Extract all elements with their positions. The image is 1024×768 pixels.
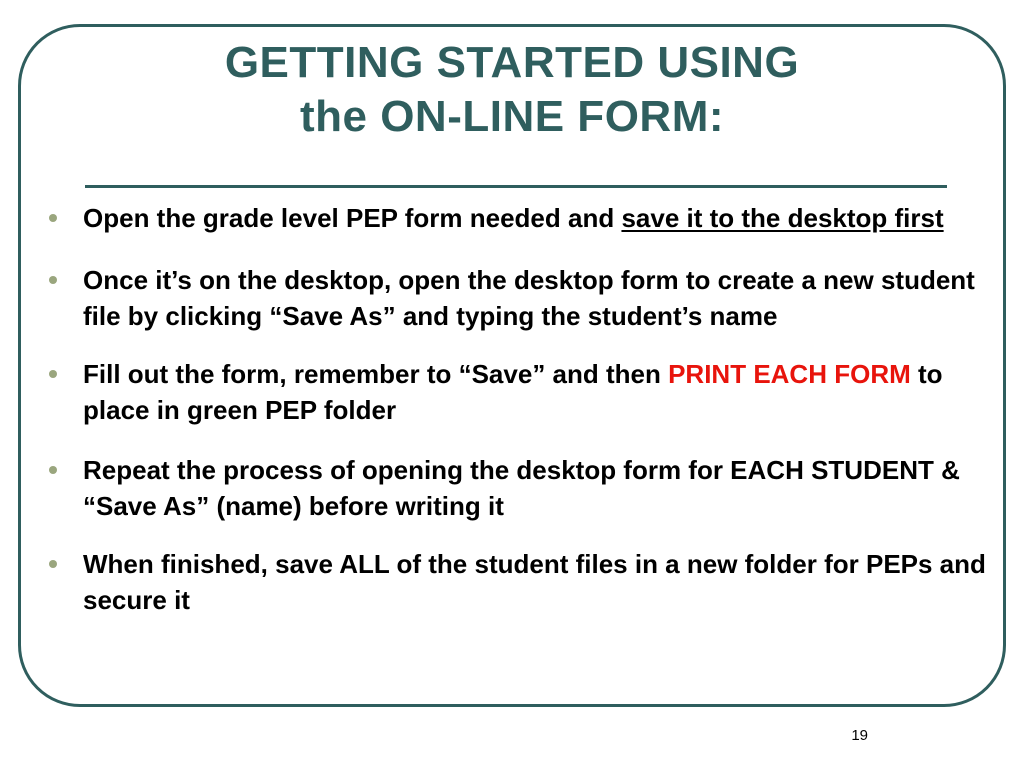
bullet-text: Open the grade level PEP form needed and [83,203,622,233]
bullet-item-save-as [40,262,1008,334]
bullet-text: Fill out the form, remember to “Save” and then [83,359,669,389]
bullet-dot-icon [49,466,57,474]
bullet-text: to place in green PEP folder [83,359,943,425]
bullet-item-secure-files [40,546,1008,618]
bullet-text: Once it’s on the desktop, open the desktop form to create a new student file by clicking “Save As” and typing the student’s name [83,265,975,331]
bullet-text: When finished, save ALL of the student files in a new folder for PEPs and secure it [83,549,986,615]
bullet-item-print-form [40,356,1008,428]
slide-title-line-1: GETTING STARTED USING [224,38,800,87]
slide-title [18,36,1006,144]
title-divider [85,185,947,188]
bullet-list [40,200,1008,640]
bullet-item-save-to-desktop [40,200,1008,236]
bullet-emphasis-red: PRINT EACH FORM [668,359,911,389]
page-number: 19 [851,727,868,744]
bullet-dot-icon [49,560,57,568]
slide-title-line-2: the ON-LINE FORM: [299,92,724,141]
bullet-dot-icon [49,370,57,378]
bullet-text: Repeat the process of opening the desktop form for EACH STUDENT & “Save As” (name) before writing it [83,455,960,521]
bullet-item-repeat-process [40,452,1008,524]
bullet-dot-icon [49,276,57,284]
bullet-emphasis-underline: save it to the desktop first [621,203,944,233]
bullet-dot-icon [49,214,57,222]
